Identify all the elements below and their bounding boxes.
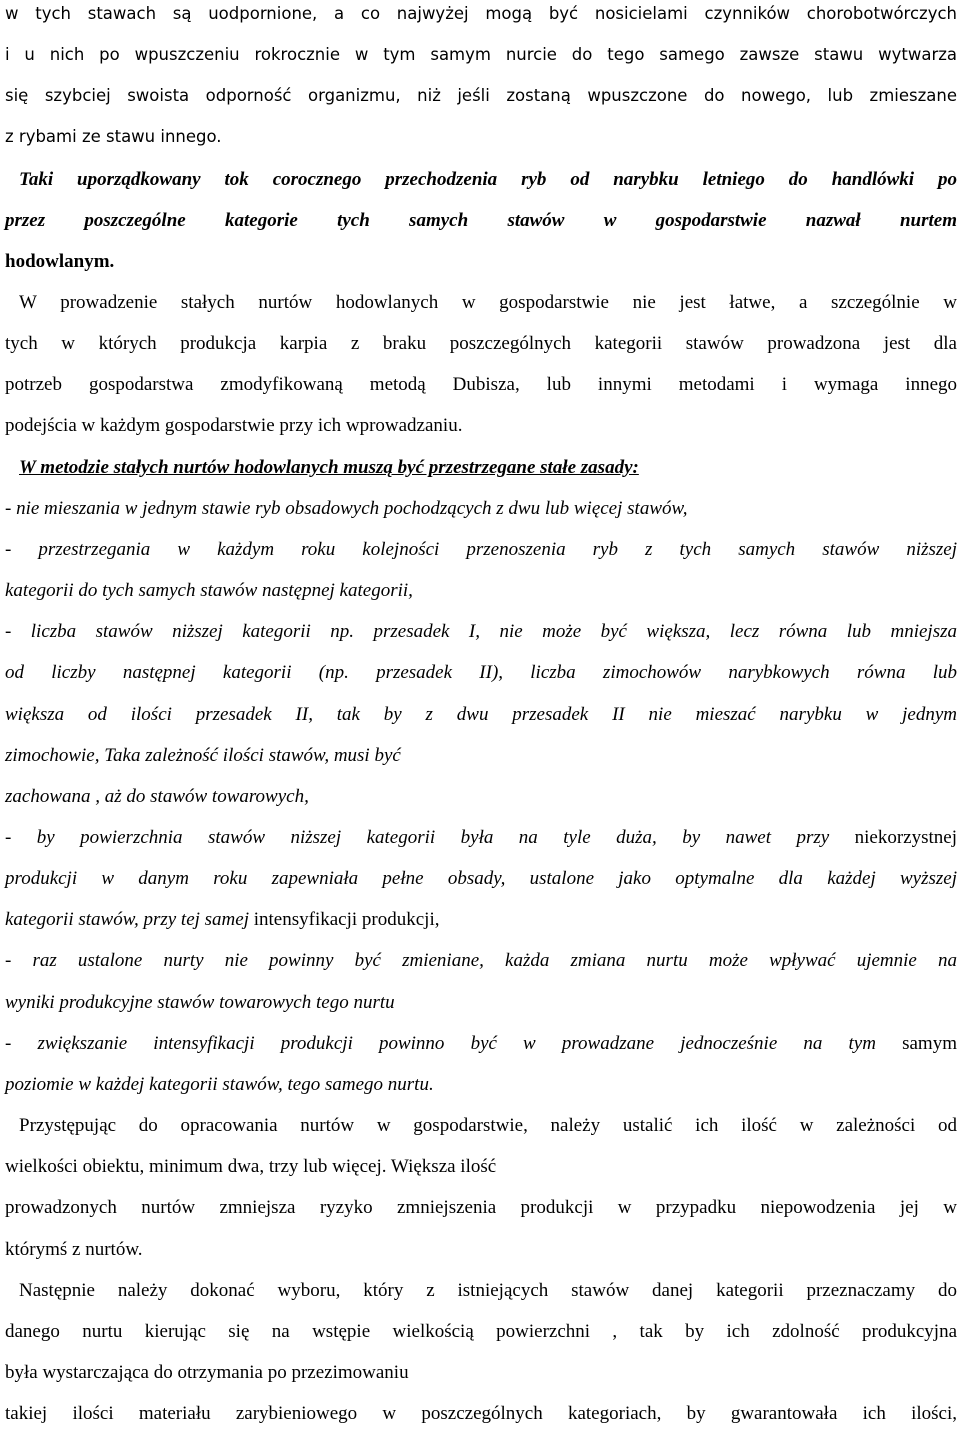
rule-5-line-1: - raz ustalone nurty nie powinny być zmieniane, każda zmiana nurtu może wpływać ujemnie na — [5, 950, 957, 971]
paragraph-4-line-4: którymś z nurtów. — [5, 1239, 143, 1260]
rule-4-line-1-plain: niekorzystnej — [854, 827, 957, 848]
paragraph-5-line-3: była wystarczająca do otrzymania po przezimowaniu — [5, 1362, 409, 1383]
paragraph-2-line-3: hodowlanym. — [5, 251, 115, 272]
paragraph-5-line-4: takiej ilości materiału zarybieniowego w poszczególnych kategoriach, by gwarantowała ich ilości, — [5, 1403, 957, 1424]
rule-1: - nie mieszania w jednym stawie ryb obsadowych pochodzących z dwu lub więcej stawów, — [5, 498, 688, 519]
rule-3-line-4: zimochowie, Taka zależność ilości stawów, musi być — [5, 745, 401, 766]
paragraph-1-line-2: i u nich po wpuszczeniu rokrocznie w tym samym nurcie do tego samego zawsze stawu wytwarza — [5, 45, 957, 64]
rule-3-line-2: od liczby następnej kategorii (np. przesadek II), liczba zimochowów narybkowych równa lub — [5, 662, 957, 683]
paragraph-1-line-3: się szybciej swoista odporność organizmu, niż jeśli zostaną wpuszczone do nowego, lub zmieszane — [5, 86, 957, 105]
paragraph-4-line-2: wielkości obiektu, minimum dwa, trzy lub więcej. Większa ilość — [5, 1156, 497, 1177]
rules-heading: W metodzie stałych nurtów hodowlanych muszą być przestrzegane stałe zasady: — [19, 457, 639, 478]
rule-4-line-3-plain: intensyfikacji produkcji, — [253, 909, 440, 930]
paragraph-5-line-1: Następnie należy dokonać wyboru, który z istniejących stawów danej kategorii przeznaczamy do — [19, 1280, 957, 1301]
rule-4-line-1 — [5, 828, 957, 847]
rule-5-line-2: wyniki produkcyjne stawów towarowych tego nurtu — [5, 992, 395, 1013]
rule-3-line-1: - liczba stawów niższej kategorii np. przesadek I, nie może być większa, lecz równa lub mniejsza — [5, 621, 957, 642]
paragraph-3-line-4: podejścia w każdym gospodarstwie przy ich wprowadzaniu. — [5, 415, 463, 436]
paragraph-4-line-3: prowadzonych nurtów zmniejsza ryzyko zmniejszenia produkcji w przypadku niepowodzenia jej w — [5, 1197, 957, 1218]
paragraph-2-line-1: Taki uporządkowany tok corocznego przechodzenia ryb od narybku letniego do handlówki po — [19, 169, 957, 190]
rule-6-line-2: poziomie w każdej kategorii stawów, tego samego nurtu. — [5, 1074, 434, 1095]
rule-6-line-1 — [5, 1034, 957, 1053]
paragraph-3-line-2: tych w których produkcja karpia z braku poszczególnych kategorii stawów prowadzona jest dla — [5, 333, 957, 354]
rule-2-line-1: - przestrzegania w każdym roku kolejności przenoszenia ryb z tych samych stawów niższej — [5, 539, 957, 560]
paragraph-3-line-1: W prowadzenie stałych nurtów hodowlanych w gospodarstwie nie jest łatwe, a szczególnie w — [19, 292, 957, 313]
rule-6-line-1-plain: samym — [902, 1033, 957, 1054]
paragraph-4-line-1: Przystępując do opracowania nurtów w gospodarstwie, należy ustalić ich ilość w zależności od — [19, 1115, 957, 1136]
rule-2-line-2: kategorii do tych samych stawów następnej kategorii, — [5, 580, 413, 601]
rule-6-line-1-italic: - zwiększanie intensyfikacji produkcji powinno być w prowadzane jednocześnie na tym — [5, 1033, 903, 1054]
paragraph-2-line-2: przez poszczególne kategorie tych samych stawów w gospodarstwie nazwał nurtem — [5, 210, 957, 231]
paragraph-5-line-2: danego nurtu kierując się na wstępie wielkością powierzchni , tak by ich zdolność produkcyjna — [5, 1321, 957, 1342]
paragraph-3-line-3: potrzeb gospodarstwa zmodyfikowaną metodą Dubisza, lub innymi metodami i wymaga innego — [5, 374, 957, 395]
rule-4-line-3-italic: kategorii stawów, przy tej samej — [5, 909, 254, 930]
rule-4-line-2: produkcji w danym roku zapewniała pełne obsady, ustalone jako optymalne dla każdej wyższej — [5, 868, 957, 889]
paragraph-1-line-4: z rybami ze stawu innego. — [5, 127, 222, 146]
paragraph-1-line-1: w tych stawach są uodpornione, a co najwyżej mogą być nosicielami czynników chorobotwórczych — [5, 4, 957, 23]
rule-3-line-3: większa od ilości przesadek II, tak by z dwu przesadek II nie mieszać narybku w jednym — [5, 704, 957, 725]
rule-4-line-3 — [5, 910, 439, 929]
rule-3-line-5: zachowana , aż do stawów towarowych, — [5, 786, 309, 807]
rule-4-line-1-italic: - by powierzchnia stawów niższej kategorii była na tyle duża, by nawet przy — [5, 827, 855, 848]
